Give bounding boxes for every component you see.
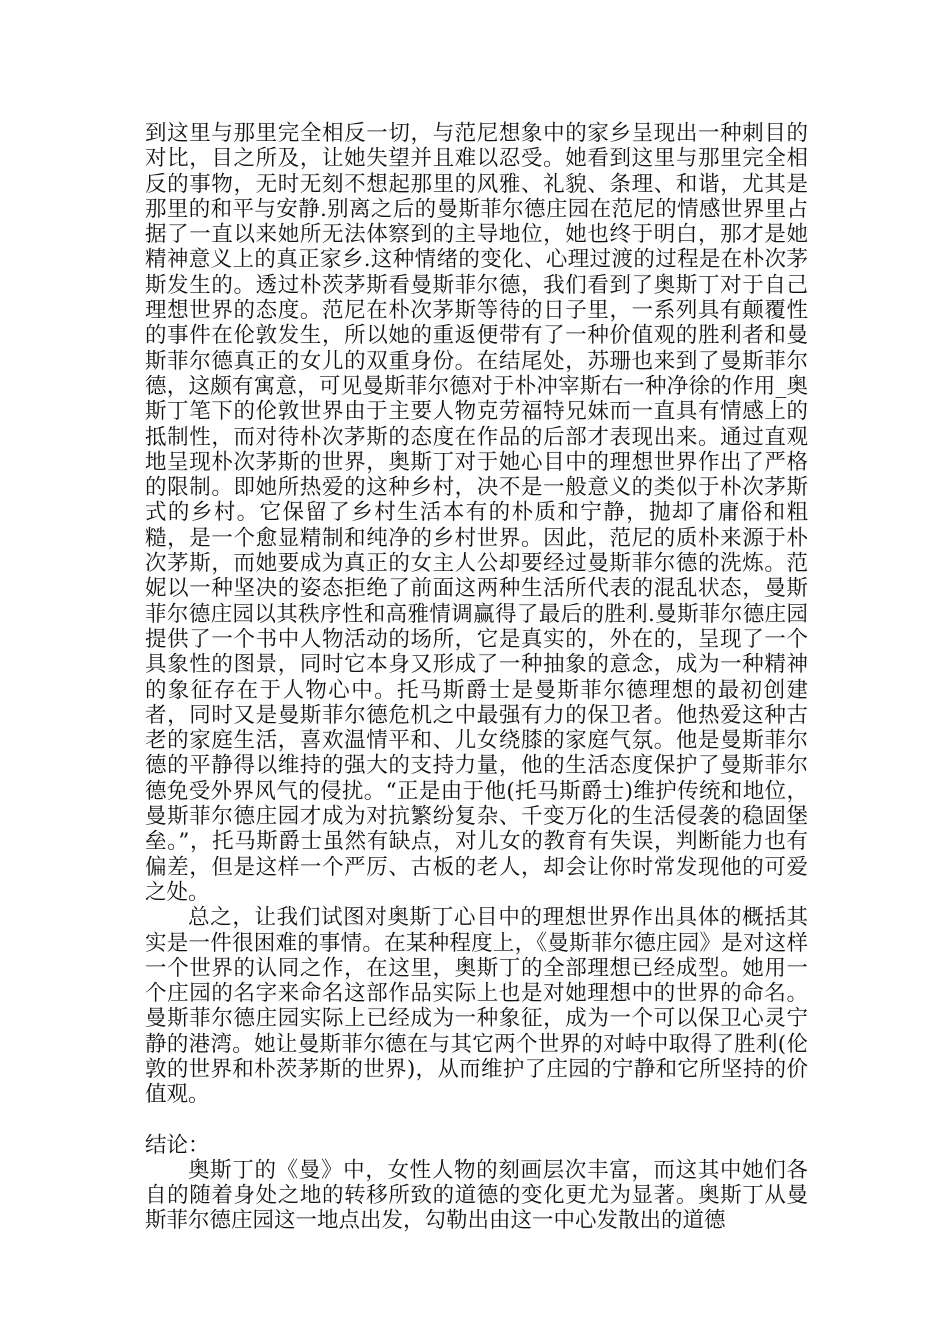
body-paragraph-1: 到这里与那里完全相反一切，与范尼想象中的家乡呈现出一种刺目的对比，目之所及，让她失望并且难以忍受。她看到这里与那里完全相反的事物，无时无刻不想起那里的风雅、礼貌、条理、和谐，尤其是那里的和平与安静.别离之后的曼斯菲尔德庄园在范尼的情感世界里占据了一直以来她所无法体察到的主导地位，她也终于明白，那才是她精神意义上的真正家乡.这种情绪的变化、心理过渡的过程是在朴次茅斯发生的。透过朴茨茅斯看曼斯菲尔德，我们看到了奥斯丁对于自己理想世界的态度。范尼在朴次茅斯等待的日子里，一系列具有颠覆性的事件在伦敦发生，所以她的重返便带有了一种价值观的胜利者和曼斯菲尔德真正的女儿的双重身份。在结尾处，苏珊也来到了曼斯菲尔德，这颇有寓意，可见曼斯菲尔德对于朴冲宰斯右一种净徐的作用_奥斯丁笔下的伦敦世界由于主要人物克劳福特兄妹而一直具有情感上的抵制性，而对待朴次茅斯的态度在作品的后部才表现出来。通过直观地呈现朴次茅斯的世界，奥斯丁对于她心目中的理想世界作出了严格的限制。即她所热爱的这种乡村，决不是一般意义的类似于朴次茅斯式的乡村。它保留了乡村生活本有的朴质和宁静，抛却了庸俗和粗糙，是一个愈显精制和纯净的乡村世界。因此，范尼的质朴来源于朴次茅斯，而她要成为真正的女主人公却要经过曼斯菲尔德的洗炼。范妮以一种坚决的姿态拒绝了前面这两种生活所代表的混乱状态，曼斯菲尔德庄园以其秩序性和高雅情调赢得了最后的胜利.曼斯菲尔德庄园提供了一个书中人物活动的场所，它是真实的，外在的，呈现了一个具象性的图景，同时它本身又形成了一种抽象的意念，成为一种精神的象征存在于人物心中。托马斯爵士是曼斯菲尔德理想的最初创建者，同时又是曼斯菲尔德危机之中最强有力的保卫者。他热爱这种古老的家庭生活，喜欢温情平和、儿女绕膝的家庭气氛。他是曼斯菲尔德的平静得以维持的强大的支持力量，他的生活态度保护了曼斯菲尔德免受外界风气的侵扰。“正是由于他(托马斯爵士)维护传统和地位，曼斯菲尔德庄园才成为对抗繁纷复杂、千变万化的生活侵袭的稳固堡垒。”，托马斯爵士虽然有缺点，对儿女的教育有失误，判断能力也有偏差，但是这样一个严厉、古板的老人，却会让你时常发现他的可爱之处。: [145, 121, 808, 905]
conclusion-heading: 结论：: [145, 1132, 210, 1158]
paragraph-gap: [145, 1108, 808, 1133]
body-paragraph-3: 奥斯丁的《曼》中，女性人物的刻画层次丰富，而这其中她们各自的随着身处之地的转移所致的道德的变化更尤为显著。奥斯丁从曼斯菲尔德庄园这一地点出发，勾勒出由这一中心发散出的道德: [145, 1157, 808, 1234]
body-paragraph-2: 总之，让我们试图对奥斯丁心目中的理想世界作出具体的概括其实是一件很困难的事情。在某种程度上，《曼斯菲尔德庄园》是对这样一个世界的认同之作，在这里，奥斯丁的全部理想已经成型。她用一个庄园的名字来命名这部作品实际上也是对她理想中的世界的命名。曼斯菲尔德庄园实际上已经成为一种象征，成为一个可以保卫心灵宁静的港湾。她让曼斯菲尔德在与其它两个世界的对峙中取得了胜利(伦敦的世界和朴茨茅斯的世界)，从而维护了庄园的宁静和它所坚持的价值观。: [145, 905, 808, 1108]
document-page: [145, 121, 808, 1234]
